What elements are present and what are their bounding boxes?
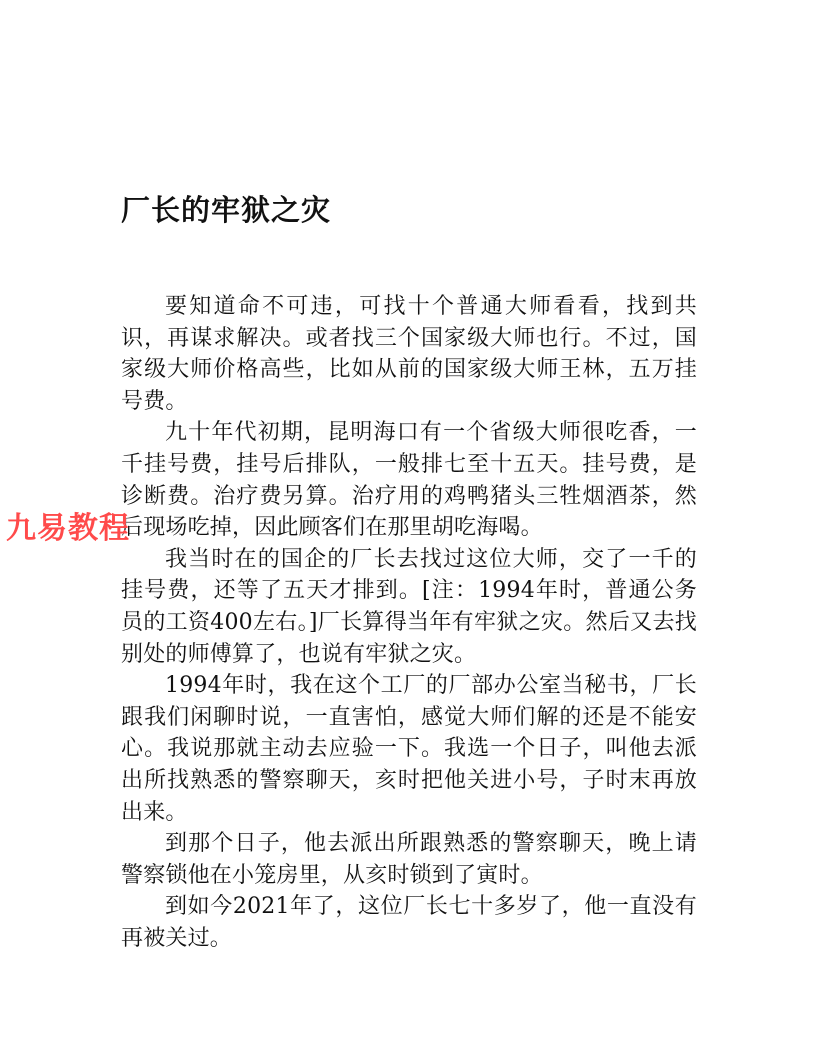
paragraph-2: 九十年代初期，昆明海口有一个省级大师很吃香，一千挂号费，挂号后排队，一般排七至十五天。挂号费，是诊断费。治疗费另算。治疗用的鸡鸭猪头三牲烟酒茶，然后现场吃掉，因此顾客们在那里胡吃海喝。 bbox=[121, 420, 697, 541]
document-body bbox=[121, 291, 697, 954]
watermark-text: 九易教程 bbox=[6, 511, 130, 546]
document-title: 厂长的牢狱之灾 bbox=[121, 193, 332, 227]
paragraph-5: 到那个日子，他去派出所跟熟悉的警察聊天，晚上请警察锁他在小笼房里，从亥时锁到了寅时。 bbox=[121, 831, 697, 888]
paragraph-3: 我当时在的国企的厂长去找过这位大师，交了一千的挂号费，还等了五天才排到。[注：1994年时，普通公务员的工资400左右。]厂长算得当年有牢狱之灾。然后又去找别处的师傅算了，也说有牢狱之灾。 bbox=[121, 546, 697, 667]
paragraph-6: 到如今2021年了，这位厂长七十多岁了，他一直没有再被关过。 bbox=[121, 894, 697, 951]
paragraph-4: 1994年时，我在这个工厂的厂部办公室当秘书，厂长跟我们闲聊时说，一直害怕，感觉大师们解的还是不能安心。我说那就主动去应验一下。我选一个日子，叫他去派出所找熟悉的警察聊天，亥时把他关进小号，子时末再放出来。 bbox=[121, 673, 697, 825]
paragraph-1: 要知道命不可违，可找十个普通大师看看，找到共识，再谋求解决。或者找三个国家级大师也行。不过，国家级大师价格高些，比如从前的国家级大师王林，五万挂号费。 bbox=[121, 294, 697, 414]
